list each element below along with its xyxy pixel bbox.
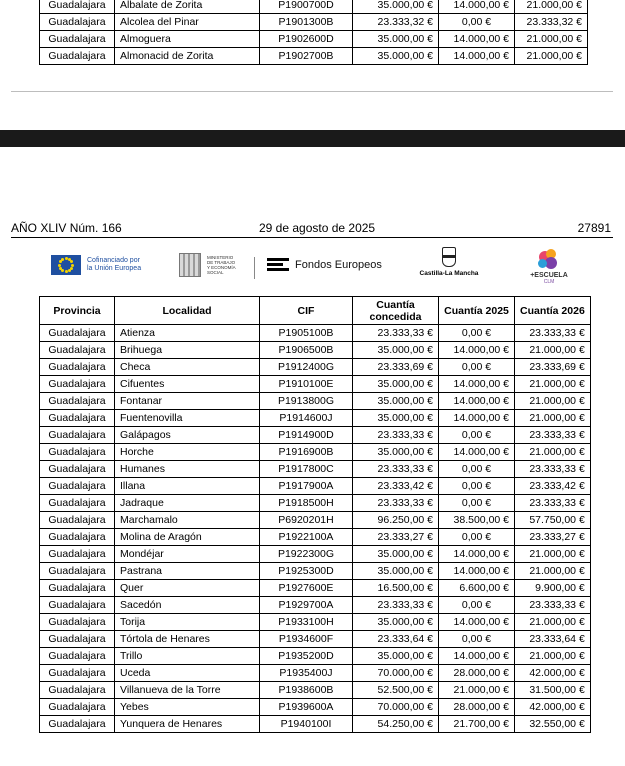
cell-cuantia-concedida: 35.000,00 € (353, 48, 439, 65)
cell-localidad: Illana (115, 478, 260, 495)
ministry-line2: DE TRABAJO (207, 260, 236, 265)
cell-cuantia-2025: 14.000,00 € (439, 342, 515, 359)
table-row (40, 376, 591, 393)
table-row (40, 478, 591, 495)
cell-cuantia-2026: 23.333,42 € (515, 478, 591, 495)
cell-provincia: Guadalajara (40, 376, 115, 393)
cell-provincia: Guadalajara (40, 563, 115, 580)
cell-cuantia-2026: 21.000,00 € (515, 48, 588, 65)
cell-localidad: Mondéjar (115, 546, 260, 563)
cell-cif: P1906500B (260, 342, 353, 359)
cell-cif: P1927600E (260, 580, 353, 597)
cell-cuantia-2026: 23.333,33 € (515, 325, 591, 342)
previous-page-table (39, 0, 588, 65)
cell-cuantia-concedida: 35.000,00 € (353, 648, 439, 665)
cell-provincia: Guadalajara (40, 716, 115, 733)
table-row (40, 342, 591, 359)
cell-cuantia-concedida: 35.000,00 € (353, 393, 439, 410)
ministry-logo (179, 253, 253, 277)
cell-cuantia-2026: 23.333,33 € (515, 495, 591, 512)
cell-cuantia-2026: 23.333,27 € (515, 529, 591, 546)
header-rule (11, 237, 613, 238)
table-row (40, 529, 591, 546)
cell-cuantia-2025: 14.000,00 € (439, 410, 515, 427)
cell-localidad: Jadraque (115, 495, 260, 512)
table-row (40, 699, 591, 716)
cell-cif: P1913800G (260, 393, 353, 410)
cell-provincia: Guadalajara (40, 0, 115, 14)
cell-cuantia-2026: 23.333,69 € (515, 359, 591, 376)
cell-cuantia-concedida: 35.000,00 € (353, 614, 439, 631)
cell-cif: P1940100I (260, 716, 353, 733)
page-bottom-rule (11, 91, 613, 92)
table-row (40, 631, 591, 648)
cell-provincia: Guadalajara (40, 699, 115, 716)
cell-cuantia-2026: 23.333,64 € (515, 631, 591, 648)
eu-logo-line1: Cofinanciado por (87, 257, 140, 264)
cell-provincia: Guadalajara (40, 648, 115, 665)
page-separator (0, 130, 625, 147)
escuela-text: +ESCUELA (530, 272, 568, 279)
cell-cuantia-2026: 42.000,00 € (515, 665, 591, 682)
header-localidad: Localidad (115, 297, 260, 325)
cell-cuantia-2025: 14.000,00 € (439, 614, 515, 631)
eu-flag-icon (51, 255, 81, 275)
cell-cuantia-2026: 21.000,00 € (515, 546, 591, 563)
cell-cuantia-concedida: 23.333,33 € (353, 325, 439, 342)
table-row (40, 444, 591, 461)
table-row (40, 427, 591, 444)
table-row (40, 0, 588, 14)
funding-logos-bar (39, 247, 589, 291)
cell-cuantia-2026: 21.000,00 € (515, 376, 591, 393)
cell-cuantia-concedida: 52.500,00 € (353, 682, 439, 699)
eu-logo (51, 255, 141, 275)
cell-localidad: Horche (115, 444, 260, 461)
cell-cuantia-concedida: 35.000,00 € (353, 410, 439, 427)
cell-localidad: Cifuentes (115, 376, 260, 393)
cell-cuantia-2026: 23.333,32 € (515, 14, 588, 31)
cell-cuantia-2025: 0,00 € (439, 359, 515, 376)
ministry-crest-icon (179, 253, 201, 277)
cell-localidad: Sacedón (115, 597, 260, 614)
cell-cif: P1905100B (260, 325, 353, 342)
header-cif: CIF (260, 297, 353, 325)
cell-cuantia-2025: 6.600,00 € (439, 580, 515, 597)
cell-localidad: Atienza (115, 325, 260, 342)
cell-provincia: Guadalajara (40, 614, 115, 631)
cell-cuantia-concedida: 35.000,00 € (353, 546, 439, 563)
cell-provincia: Guadalajara (40, 14, 115, 31)
cell-cif: P1929700A (260, 597, 353, 614)
table-row (40, 14, 588, 31)
bulletin-header (11, 221, 611, 237)
cell-localidad: Villanueva de la Torre (115, 682, 260, 699)
table-row (40, 614, 591, 631)
table-row (40, 597, 591, 614)
cell-cuantia-concedida: 70.000,00 € (353, 699, 439, 716)
cell-provincia: Guadalajara (40, 580, 115, 597)
cell-cuantia-concedida: 54.250,00 € (353, 716, 439, 733)
table-row (40, 393, 591, 410)
cell-cuantia-concedida: 35.000,00 € (353, 376, 439, 393)
cell-localidad: Marchamalo (115, 512, 260, 529)
cell-cuantia-concedida: 23.333,33 € (353, 597, 439, 614)
cell-cif: P1935200D (260, 648, 353, 665)
table-row (40, 648, 591, 665)
cell-cuantia-2025: 21.000,00 € (439, 682, 515, 699)
header-cuantia-2026: Cuantía 2026 (515, 297, 591, 325)
cell-provincia: Guadalajara (40, 31, 115, 48)
cell-provincia: Guadalajara (40, 529, 115, 546)
cell-cuantia-2026: 21.000,00 € (515, 648, 591, 665)
cell-cuantia-2026: 21.000,00 € (515, 0, 588, 14)
castilla-la-mancha-logo (419, 247, 479, 277)
cell-cuantia-2025: 14.000,00 € (439, 546, 515, 563)
clm-shield-icon (442, 247, 456, 267)
cell-cuantia-2026: 21.000,00 € (515, 393, 591, 410)
cell-cuantia-2025: 14.000,00 € (439, 563, 515, 580)
escuela-subtext: CLM (543, 279, 555, 285)
cell-cif: P1925300D (260, 563, 353, 580)
cell-cif: P1935400J (260, 665, 353, 682)
table-row (40, 461, 591, 478)
cell-provincia: Guadalajara (40, 393, 115, 410)
cell-cuantia-2025: 0,00 € (439, 325, 515, 342)
cell-localidad: Torija (115, 614, 260, 631)
cell-cif: P1918500H (260, 495, 353, 512)
cell-provincia: Guadalajara (40, 512, 115, 529)
fondos-europeos-icon (267, 256, 289, 274)
cell-provincia: Guadalajara (40, 665, 115, 682)
ministry-line3: Y ECONOMÍA SOCIAL (207, 265, 236, 275)
cell-cuantia-2025: 0,00 € (439, 495, 515, 512)
cell-cuantia-2025: 0,00 € (439, 427, 515, 444)
table-row (40, 325, 591, 342)
table-row (40, 512, 591, 529)
cell-provincia: Guadalajara (40, 325, 115, 342)
clm-text: Castilla-La Mancha (419, 270, 479, 277)
cell-cuantia-2026: 57.750,00 € (515, 512, 591, 529)
cell-provincia: Guadalajara (40, 461, 115, 478)
table-row (40, 665, 591, 682)
escuela-clm-logo (519, 249, 579, 285)
cell-provincia: Guadalajara (40, 342, 115, 359)
cell-cuantia-2026: 21.000,00 € (515, 31, 588, 48)
cell-cuantia-concedida: 35.000,00 € (353, 31, 439, 48)
cell-cuantia-2026: 9.900,00 € (515, 580, 591, 597)
page-number: 27891 (577, 221, 611, 235)
cell-localidad: Alcolea del Pinar (115, 14, 260, 31)
cell-localidad: Almonacid de Zorita (115, 48, 260, 65)
cell-provincia: Guadalajara (40, 478, 115, 495)
cell-cuantia-2025: 0,00 € (439, 14, 515, 31)
cell-cuantia-2026: 21.000,00 € (515, 410, 591, 427)
cell-cuantia-2026: 21.000,00 € (515, 342, 591, 359)
cell-localidad: Yunquera de Henares (115, 716, 260, 733)
cell-provincia: Guadalajara (40, 410, 115, 427)
cell-cuantia-2026: 21.000,00 € (515, 614, 591, 631)
table-row (40, 563, 591, 580)
cell-cuantia-concedida: 23.333,42 € (353, 478, 439, 495)
cell-cuantia-2025: 14.000,00 € (439, 0, 515, 14)
cell-cuantia-2025: 0,00 € (439, 631, 515, 648)
table-row (40, 495, 591, 512)
cell-provincia: Guadalajara (40, 48, 115, 65)
fondos-europeos-text: Fondos Europeos (295, 259, 382, 271)
cell-cuantia-2025: 28.000,00 € (439, 665, 515, 682)
issue-number: AÑO XLIV Núm. 166 (11, 221, 122, 235)
fondos-europeos-logo (267, 256, 382, 274)
table-row (40, 31, 588, 48)
cell-provincia: Guadalajara (40, 682, 115, 699)
cell-cuantia-concedida: 23.333,64 € (353, 631, 439, 648)
cell-localidad: Almoguera (115, 31, 260, 48)
cell-cif: P1934600F (260, 631, 353, 648)
table-row (40, 48, 588, 65)
logo-divider (254, 257, 255, 279)
cell-localidad: Humanes (115, 461, 260, 478)
cell-cif: P1914900D (260, 427, 353, 444)
cell-cuantia-2025: 0,00 € (439, 478, 515, 495)
cell-cuantia-2025: 0,00 € (439, 529, 515, 546)
cell-provincia: Guadalajara (40, 631, 115, 648)
grants-table (39, 296, 591, 733)
cell-cuantia-2026: 42.000,00 € (515, 699, 591, 716)
table-row (40, 359, 591, 376)
cell-cuantia-2025: 28.000,00 € (439, 699, 515, 716)
cell-cif: P1902600D (260, 31, 353, 48)
cell-localidad: Fuentenovilla (115, 410, 260, 427)
cell-cif: P1922300G (260, 546, 353, 563)
table-row (40, 580, 591, 597)
cell-localidad: Pastrana (115, 563, 260, 580)
cell-provincia: Guadalajara (40, 359, 115, 376)
cell-cuantia-2025: 14.000,00 € (439, 444, 515, 461)
cell-cif: P1938600B (260, 682, 353, 699)
cell-cif: P1922100A (260, 529, 353, 546)
cell-cuantia-concedida: 23.333,33 € (353, 427, 439, 444)
cell-cif: P1902700B (260, 48, 353, 65)
cell-cuantia-2026: 21.000,00 € (515, 444, 591, 461)
cell-localidad: Quer (115, 580, 260, 597)
cell-cif: P1900700D (260, 0, 353, 14)
cell-cuantia-concedida: 23.333,27 € (353, 529, 439, 546)
cell-localidad: Brihuega (115, 342, 260, 359)
eu-logo-line2: la Unión Europea (87, 265, 142, 272)
cell-provincia: Guadalajara (40, 546, 115, 563)
cell-cuantia-2025: 21.700,00 € (439, 716, 515, 733)
cell-localidad: Uceda (115, 665, 260, 682)
cell-cif: P1939600A (260, 699, 353, 716)
table-header-row (40, 297, 591, 325)
cell-localidad: Molina de Aragón (115, 529, 260, 546)
cell-cif: P1910100E (260, 376, 353, 393)
cell-cif: P1912400G (260, 359, 353, 376)
cell-cuantia-2026: 31.500,00 € (515, 682, 591, 699)
cell-localidad: Trillo (115, 648, 260, 665)
cell-cif: P1933100H (260, 614, 353, 631)
cell-cif: P1916900B (260, 444, 353, 461)
cell-cuantia-2025: 0,00 € (439, 461, 515, 478)
cell-cif: P1917900A (260, 478, 353, 495)
cell-localidad: Tórtola de Henares (115, 631, 260, 648)
cell-cuantia-concedida: 35.000,00 € (353, 444, 439, 461)
cell-cif: P1917800C (260, 461, 353, 478)
cell-cuantia-2026: 21.000,00 € (515, 563, 591, 580)
table-row (40, 410, 591, 427)
cell-provincia: Guadalajara (40, 597, 115, 614)
cell-cuantia-2025: 14.000,00 € (439, 31, 515, 48)
cell-cuantia-2026: 32.550,00 € (515, 716, 591, 733)
cell-cuantia-concedida: 23.333,32 € (353, 14, 439, 31)
cell-localidad: Galápagos (115, 427, 260, 444)
cell-localidad: Checa (115, 359, 260, 376)
header-provincia: Provincia (40, 297, 115, 325)
cell-localidad: Fontanar (115, 393, 260, 410)
cell-cuantia-concedida: 70.000,00 € (353, 665, 439, 682)
cell-cuantia-2026: 23.333,33 € (515, 461, 591, 478)
header-cuantia-2025: Cuantía 2025 (439, 297, 515, 325)
cell-provincia: Guadalajara (40, 427, 115, 444)
cell-cif: P1901300B (260, 14, 353, 31)
cell-cuantia-concedida: 35.000,00 € (353, 563, 439, 580)
cell-provincia: Guadalajara (40, 444, 115, 461)
cell-cuantia-concedida: 96.250,00 € (353, 512, 439, 529)
cell-cuantia-2026: 23.333,33 € (515, 427, 591, 444)
escuela-icon (537, 249, 561, 271)
cell-cuantia-2026: 23.333,33 € (515, 597, 591, 614)
cell-cuantia-concedida: 23.333,33 € (353, 461, 439, 478)
cell-localidad: Albalate de Zorita (115, 0, 260, 14)
cell-cuantia-2025: 14.000,00 € (439, 376, 515, 393)
cell-provincia: Guadalajara (40, 495, 115, 512)
cell-cuantia-2025: 14.000,00 € (439, 48, 515, 65)
ministry-line1: MINISTERIO (207, 255, 234, 260)
issue-date: 29 de agosto de 2025 (259, 221, 376, 235)
table-row (40, 546, 591, 563)
cell-cuantia-concedida: 35.000,00 € (353, 342, 439, 359)
cell-cuantia-2025: 14.000,00 € (439, 648, 515, 665)
table-row (40, 682, 591, 699)
cell-cif: P6920201H (260, 512, 353, 529)
cell-cuantia-2025: 38.500,00 € (439, 512, 515, 529)
cell-cif: P1914600J (260, 410, 353, 427)
cell-localidad: Yebes (115, 699, 260, 716)
cell-cuantia-concedida: 23.333,33 € (353, 495, 439, 512)
cell-cuantia-concedida: 23.333,69 € (353, 359, 439, 376)
header-cuantia-concedida: Cuantía concedida (353, 297, 439, 325)
cell-cuantia-concedida: 16.500,00 € (353, 580, 439, 597)
cell-cuantia-concedida: 35.000,00 € (353, 0, 439, 14)
cell-cuantia-2025: 0,00 € (439, 597, 515, 614)
cell-cuantia-2025: 14.000,00 € (439, 393, 515, 410)
table-row (40, 716, 591, 733)
